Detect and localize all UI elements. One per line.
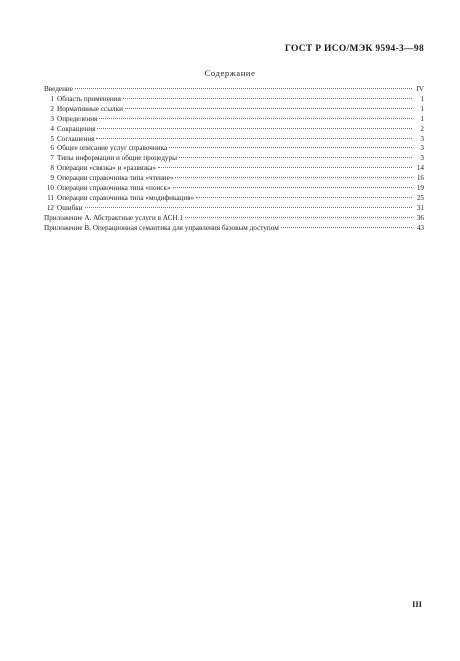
toc-entry [44,125,424,135]
toc-entry-label: Общее описание услуг справочника [57,144,168,153]
toc-leader-dots [175,177,412,178]
toc-entry-page: 19 [416,184,424,193]
toc-leader-dots [281,227,412,228]
toc-entry [44,174,424,184]
toc-leader-dots [97,128,412,129]
toc-leader-dots [185,217,412,218]
toc-entry-label: Нормативные ссылки [57,104,123,113]
toc-entry-number: 1 [50,94,54,103]
toc-entry-label: Соглашения [57,134,95,143]
toc-leader-dots [85,207,412,208]
toc-leader-dots [75,88,412,89]
toc-entry-number: 4 [50,124,54,133]
toc-entry [44,144,424,154]
toc-entry-page: 16 [416,174,424,183]
toc-leader-dots [196,197,412,198]
toc-entry-number: 6 [50,144,54,153]
toc-entry [44,194,424,204]
toc-title: Содержание [204,68,256,78]
toc-entry-page: 3 [420,144,424,153]
toc-entry [44,214,424,224]
toc-entry-number: 8 [50,164,54,173]
toc-entry-label: Область применения [57,94,121,103]
toc-entry [44,115,424,125]
toc-leader-dots [125,108,412,109]
toc-entry-page: 3 [420,134,424,143]
toc-leader-dots [169,147,412,148]
toc-leader-dots [179,157,412,158]
toc-entry [44,204,424,214]
toc-entry-number: 9 [50,174,54,183]
toc-entry-page: 14 [416,164,424,173]
toc-entry [44,154,424,164]
toc-entry-number: 3 [50,114,54,123]
toc-entry-number: 7 [50,154,54,163]
toc-entry-page: 1 [420,114,424,123]
document-header: ГОСТ Р ИСО/МЭК 9594-3—98 [284,44,424,54]
toc-entry-page: IV [416,85,424,93]
toc-entry-page: 43 [416,223,424,232]
toc-entry-label: Операции справочника типа «модификация» [57,193,195,202]
toc-entry [44,184,424,194]
toc-entry [44,164,424,174]
toc-entry-number: 12 [46,203,54,212]
toc-entry-label: Приложение А. Абстрактные услуги в АСН.1 [44,213,183,222]
table-of-contents [44,85,424,234]
toc-entry-label: Сокращения [57,124,96,133]
toc-entry-label: Операции справочника типа «чтение» [57,174,174,183]
toc-entry-page: 31 [416,203,424,212]
toc-leader-dots [96,138,412,139]
toc-leader-dots [158,167,412,168]
toc-entry-page: 2 [420,124,424,133]
toc-entry [44,224,424,234]
toc-entry-label: Введение [44,85,73,93]
toc-entry-page: 1 [420,104,424,113]
toc-entry [44,95,424,105]
toc-entry-number: 11 [47,193,54,202]
toc-entry-number: 10 [46,184,54,193]
toc-leader-dots [99,118,412,119]
toc-entry-label: Ошибки [57,203,83,212]
toc-entry-page: 3 [420,154,424,163]
toc-entry [44,135,424,145]
page-number: III [412,599,422,609]
toc-entry-page: 25 [416,193,424,202]
toc-leader-dots [173,187,412,188]
toc-entry-label: Типы информации и общие процедуры [57,154,177,163]
toc-entry-label: Определения [57,114,98,123]
toc-entry-number: 5 [50,134,54,143]
toc-entry-label: Операции справочника типа «поиск» [57,184,171,193]
toc-entry-number: 2 [50,104,54,113]
toc-leader-dots [123,98,412,99]
toc-entry-label: Приложение В. Операционная семантика для управления базовым доступом [44,223,279,232]
toc-entry-page: 1 [420,94,424,103]
toc-entry [44,85,424,95]
toc-entry-page: 36 [416,213,424,222]
toc-entry [44,105,424,115]
toc-entry-label: Операции «связка» и «развязка» [57,164,157,173]
